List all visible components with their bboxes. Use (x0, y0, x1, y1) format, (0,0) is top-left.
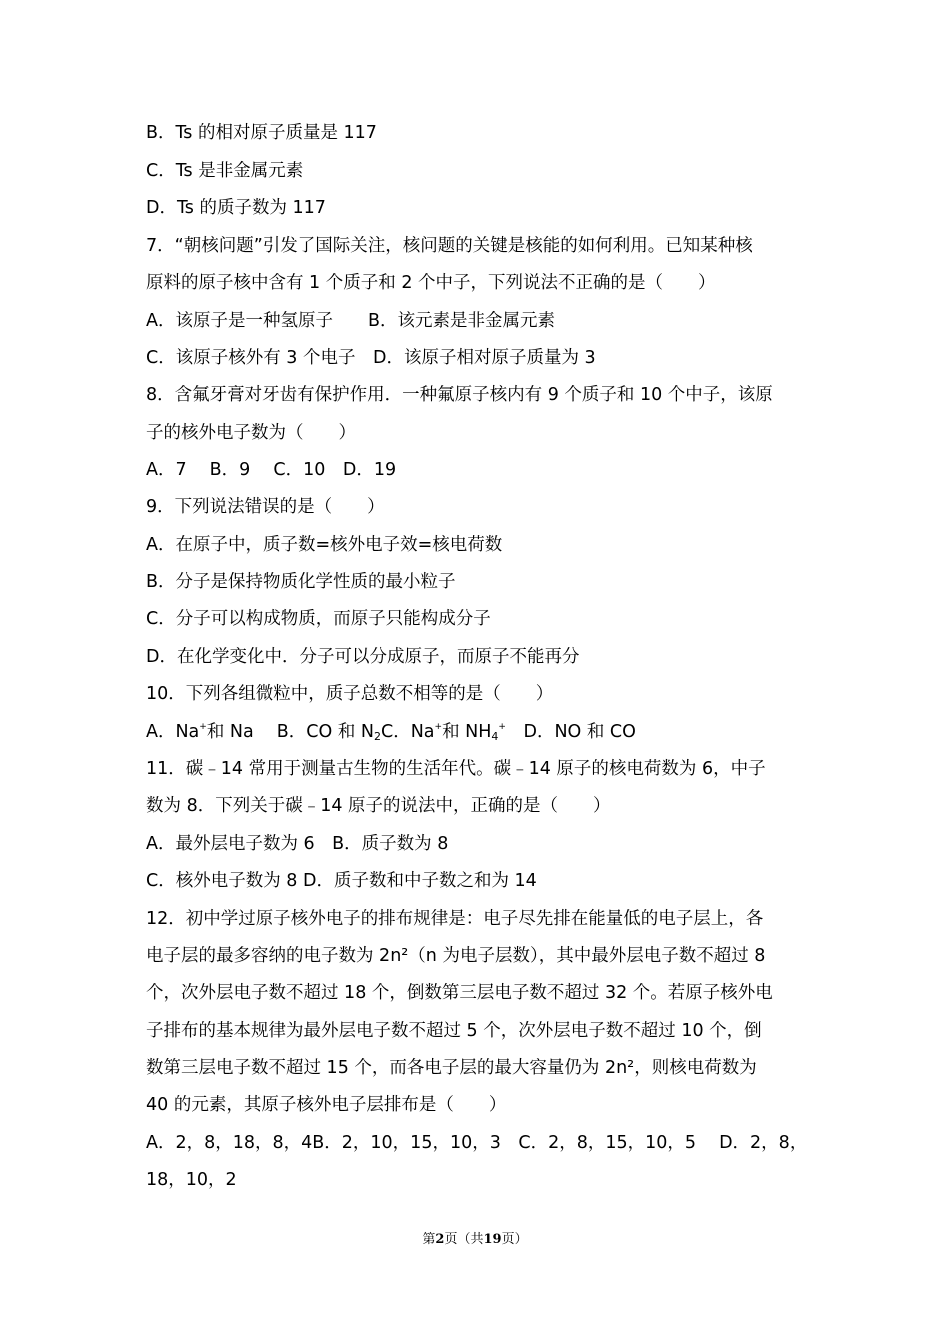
question-12-line-5: 数第三层电子数不超过 15 个，而各电子层的最大容量仍为 2n²，则核电荷数为 (146, 1058, 757, 1078)
question-11-line-2: 数为 8．下列关于碳﹣14 原子的说法中，正确的是（ ） (146, 796, 611, 816)
question-12-line-2: 电子层的最多容纳的电子数为 2n²（n 为电子层数），其中最外层电子数不超过 8 (146, 946, 766, 966)
options-7-cd: C．该原子核外有 3 个电子 D．该原子相对原子质量为 3 (146, 348, 596, 368)
page-total: 19 (483, 1232, 502, 1247)
question-12-line-6: 40 的元素，其原子核外电子层排布是（ ） (146, 1095, 507, 1115)
question-8-line-2: 子的核外电子数为（ ） (146, 423, 356, 443)
options-11-ab: A．最外层电子数为 6 B．质子数为 8 (146, 834, 449, 854)
question-7-line-2: 原料的原子核中含有 1 个质子和 2 个中子，下列说法不正确的是（ ） (146, 273, 716, 293)
options-11-cd: C．核外电子数为 8 D．质子数和中子数之和为 14 (146, 871, 537, 891)
option-6d: D．Ts 的质子数为 117 (146, 198, 326, 218)
question-12-line-4: 子排布的基本规律为最外层电子数不超过 5 个，次外层电子数不超过 10 个，倒 (146, 1021, 762, 1041)
option-9a: A．在原子中，质子数=核外电子效=核电荷数 (146, 535, 503, 555)
question-9: 9．下列说法错误的是（ ） (146, 497, 385, 517)
option-6c: C．Ts 是非金属元素 (146, 161, 304, 181)
option-9d: D．在化学变化中．分子可以分成原子，而原子不能再分 (146, 647, 580, 667)
options-8: A．7 B．9 C．10 D．19 (146, 460, 397, 480)
page-number: 2 (435, 1232, 445, 1247)
question-12-line-1: 12．初中学过原子核外电子的排布规律是：电子尽先排在能量低的电子层上，各 (146, 909, 764, 929)
page-footer: 第2页（共19页） (422, 1232, 528, 1247)
options-12-line-2: 18，10，2 (146, 1170, 237, 1190)
options-10: A．Na+和 Na B．CO 和 $N_2C$．Na+和 $NH_4^+$ D．NO 和 CO (146, 722, 636, 743)
question-12-line-3: 个，次外层电子数不超过 18 个，倒数第三层电子数不超过 32 个。若原子核外电 (146, 983, 773, 1003)
question-10: 10．下列各组微粒中，质子总数不相等的是（ ） (146, 684, 554, 704)
options-7-ab: A．该原子是一种氢原子 B．该元素是非金属元素 (146, 311, 555, 331)
options-12-line-1: A．2，8，18，8，4B．2，10，15，10，3 C．2，8，15，10，5 D．2，8， (146, 1133, 808, 1153)
option-6b: B．Ts 的相对原子质量是 117 (146, 123, 377, 143)
question-11-line-1: 11．碳﹣14 常用于测量古生物的生活年代。碳﹣14 原子的核电荷数为 6，中子 (146, 759, 766, 779)
question-8-line-1: 8．含氟牙膏对牙齿有保护作用．一种氟原子核内有 9 个质子和 10 个中子，该原 (146, 385, 773, 405)
option-9b: B．分子是保持物质化学性质的最小粒子 (146, 572, 456, 592)
option-9c: C．分子可以构成物质，而原子只能构成分子 (146, 609, 491, 629)
question-7-line-1: 7．“朝核问题”引发了国际关注，核问题的关键是核能的如何利用。已知某种核 (146, 236, 753, 256)
